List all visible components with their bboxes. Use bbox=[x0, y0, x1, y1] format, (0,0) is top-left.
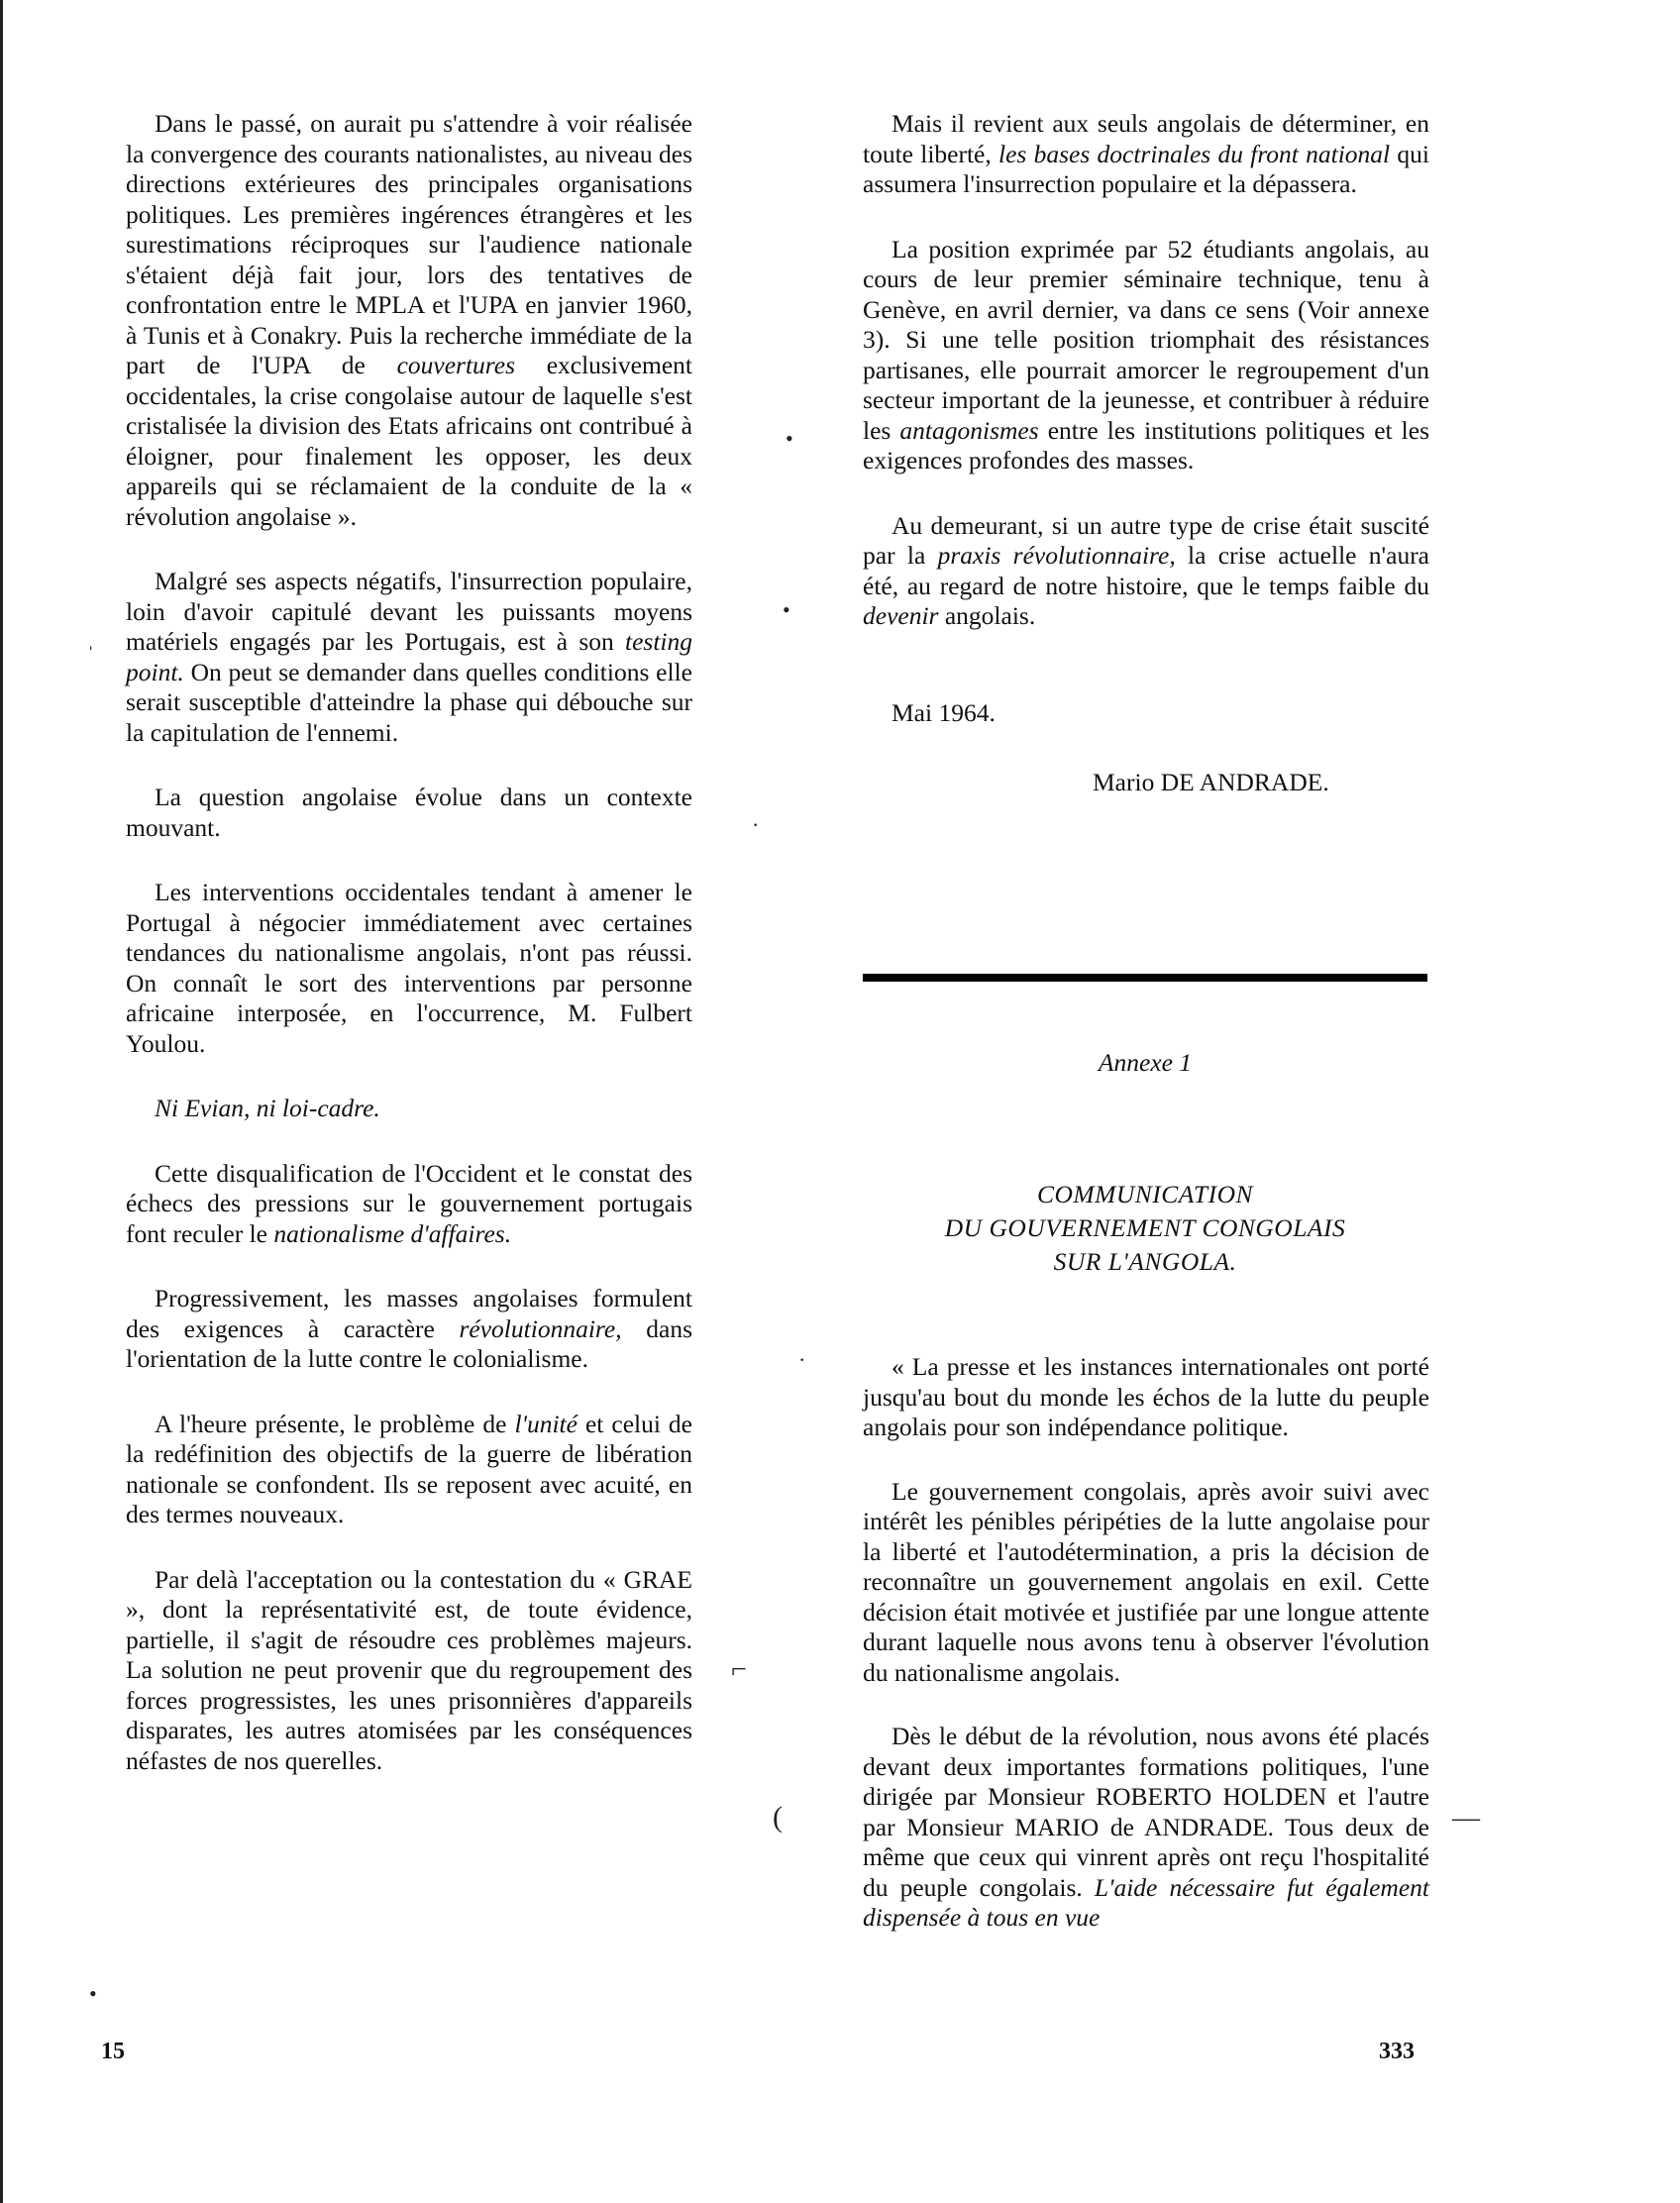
paragraph bbox=[126, 1410, 692, 1530]
page-number-left: 15 bbox=[101, 2039, 125, 2064]
annex-title bbox=[863, 1178, 1427, 1279]
paragraph: Par delà l'acceptation ou la contestation du « GRAE », dont la représentativité est, de toute évidence, partielle, il s'agit de résoudre ces problèmes majeurs. La solution ne peut provenir que du regroupement des forces progressistes, les unes prisonnières d'appareils disparates, les autres atomisées par les conséquences néfastes de nos querelles. bbox=[126, 1564, 692, 1775]
scan-speck: • bbox=[89, 1981, 97, 2006]
author-signature: Mario DE ANDRADE. bbox=[1093, 768, 1329, 796]
italic-text: nationalisme d'affaires. bbox=[273, 1218, 512, 1248]
italic-text: devenir bbox=[863, 601, 939, 630]
right-column bbox=[863, 109, 1429, 852]
page-number-right: 333 bbox=[1379, 2039, 1415, 2064]
italic-text: révolutionnaire, bbox=[459, 1313, 622, 1343]
scan-speck: • bbox=[783, 597, 790, 622]
text: qui assumera l'insurrection populaire et la dépassera. bbox=[863, 139, 1429, 198]
annex-label: Annexe 1 bbox=[1098, 1048, 1193, 1077]
text: Au demeurant, si un autre type de crise était suscité par la bbox=[863, 510, 1429, 570]
italic-text: L'aide nécessaire fut également dispensée à tous en vue bbox=[863, 1872, 1429, 1932]
date-line: Mai 1964. bbox=[892, 697, 996, 727]
scan-speck: · bbox=[752, 812, 760, 837]
text: A l'heure présente, le problème de bbox=[155, 1409, 515, 1438]
annex-title-line: COMMUNICATION bbox=[1036, 1180, 1254, 1208]
text: Dès le début de la révolution, nous avons été placés devant deux importantes formations politiques, l'une dirigée par Monsieur ROBERTO HOLDEN et l'autre par Monsieur MARIO de ANDRADE. Tous deux de même que ceux qui vinrent après ont reçu l'hospitalité du peuple congolais. bbox=[863, 1722, 1429, 1902]
paragraph bbox=[126, 1159, 692, 1250]
paragraph bbox=[126, 109, 692, 532]
paragraph: « La presse et les instances internationales ont porté jusqu'au bout du monde les échos de la lutte du peuple angolais pour son indépendance politique. bbox=[863, 1352, 1429, 1441]
paragraph bbox=[126, 1284, 692, 1375]
paragraph bbox=[863, 1722, 1429, 1934]
paragraph bbox=[863, 235, 1429, 476]
paragraph: La question angolaise évolue dans un contexte mouvant. bbox=[126, 783, 692, 842]
italic-text: couvertures bbox=[396, 351, 515, 379]
pen-mark: — bbox=[1452, 1803, 1480, 1834]
annex-title-line: DU GOUVERNEMENT CONGOLAIS bbox=[944, 1213, 1346, 1242]
text: Malgré ses aspects négatifs, l'insurrection populaire, loin d'avoir capitulé devant les puissants moyens matériels engagés par les Portugais, est à son bbox=[126, 567, 692, 656]
paragraph bbox=[863, 109, 1429, 200]
text: Mais il revient aux seuls angolais de déterminer, en toute liberté, bbox=[863, 109, 1429, 168]
text: La position exprimée par 52 étudiants angolais, au cours de leur premier séminaire technique, tenu à Genève, en avril dernier, va dans ce sens (Voir annexe 3). Si une telle position triomphait des résistances partisanes, elle pourrait amorcer le regroupement d'un secteur important de la jeunesse, et contribuer à réduire les bbox=[863, 234, 1429, 445]
scan-speck: · bbox=[798, 1347, 806, 1372]
text: la crise actuelle n'aura été, au regard de notre histoire, que le temps faible du bbox=[863, 541, 1430, 600]
italic-text: les bases doctrinales du front national bbox=[998, 139, 1391, 168]
paragraph bbox=[863, 511, 1429, 632]
italic-text: l'unité bbox=[514, 1409, 578, 1438]
text: entre les institutions politiques et les exigences profondes des masses. bbox=[863, 415, 1429, 474]
text: dans l'orientation de la lutte contre le colonialisme. bbox=[126, 1313, 692, 1373]
text: On peut se demander dans quelles conditions elle serait susceptible d'atteindre la phase qui débouche sur la capitulation de l'ennemi. bbox=[126, 657, 692, 747]
horizontal-rule bbox=[863, 974, 1427, 982]
italic-text: antagonismes bbox=[899, 415, 1039, 445]
paragraph: Les interventions occidentales tendant à amener le Portugal à négocier immédiatement avec certaines tendances du nationalisme angolais, n'ont pas réussi. On connaît le sort des interventions par personne africaine interposée, en l'occurrence, M. Fulbert Youlou. bbox=[126, 878, 692, 1058]
pen-mark: ⌐ bbox=[731, 1654, 747, 1685]
paragraph: Ni Evian, ni loi-cadre. bbox=[155, 1094, 380, 1122]
italic-text: testing point. bbox=[126, 627, 692, 686]
text: angolais. bbox=[938, 601, 1036, 630]
text: et celui de la redéfinition des objectifs de la guerre de libération nationale se confondent. Ils se reposent avec acuité, en des termes nouveaux. bbox=[126, 1409, 693, 1528]
scan-edge-border bbox=[0, 0, 3, 2203]
paragraph: Le gouvernement congolais, après avoir suivi avec intérêt les pénibles péripéties de la lutte angolaise pour la liberté et l'autodétermination, a pris la décision de reconnaître un gouvernement angolais en exil. Cette décision était motivée et justifiée par une longue attente durant laquelle nous avons tenu à observer l'évolution du nationalisme angolais. bbox=[863, 1476, 1429, 1687]
pen-mark: ( bbox=[773, 1801, 783, 1834]
italic-text: praxis révolutionnaire, bbox=[937, 541, 1176, 570]
text: Cette disqualification de l'Occident et le constat des échecs des pressions sur le gouvernement portugais font reculer le bbox=[126, 1158, 692, 1248]
text: Dans le passé, on aurait pu s'attendre à voir réalisée la convergence des courants nationalistes, au niveau des directions extérieures des principales organisations politiques. Les premières ingérences étrangères et les surestimations réciproques sur l'audience nationale s'étaient déjà fait jour, lors des tentatives de confrontation entre le MPLA et l'UPA en janvier 1960, à Tunis et à Conakry. Puis la recherche immédiate de la part de l'UPA de bbox=[126, 109, 692, 379]
left-column bbox=[126, 109, 692, 1811]
annex-title-line: SUR L'ANGOLA. bbox=[1053, 1247, 1237, 1276]
scan-speck: ˈ bbox=[87, 642, 95, 667]
annex-body bbox=[863, 1352, 1429, 1967]
paragraph bbox=[126, 567, 692, 748]
scan-speck: • bbox=[786, 426, 793, 451]
text: exclusivement occidentales, la crise congolaise autour de laquelle s'est cristalisée la division des Etats africains ont contribué à éloigner, pour finalement les opposer, les deux appareils qui se réclamaient de la conduite de la « révolution angolaise ». bbox=[126, 351, 692, 531]
text: Progressivement, les masses angolaises formulent des exigences à caractère bbox=[126, 1284, 692, 1343]
